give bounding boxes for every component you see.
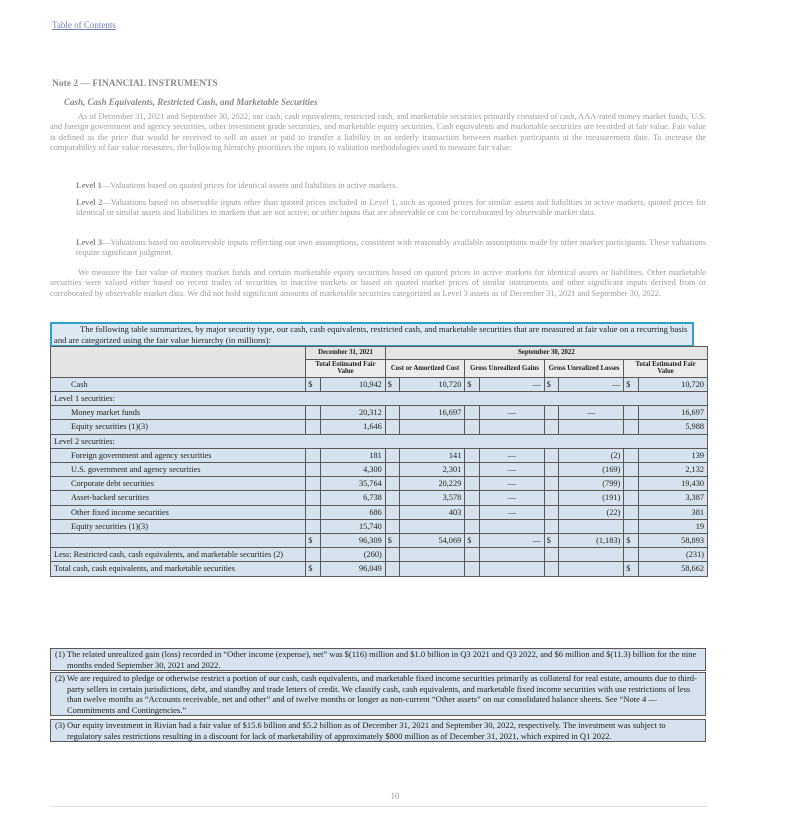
table-of-contents-link[interactable]: Table of Contents xyxy=(52,20,116,30)
col-header-dec-total: Total Estimated Fair Value xyxy=(306,360,386,378)
table-row-equity-1 xyxy=(51,420,708,434)
cell-dec: 1,646 xyxy=(320,420,385,434)
dollar-sign: $ xyxy=(544,534,559,548)
cell-sep: 3,387 xyxy=(638,491,707,505)
cell-dec: 96,049 xyxy=(320,562,385,576)
table-row-foreign-gov xyxy=(51,448,708,462)
table-row-level1-header xyxy=(51,392,708,406)
cell-sep: 139 xyxy=(638,448,707,462)
row-label: Equity securities (1)(3) xyxy=(51,519,306,533)
level1-label: Level 1 xyxy=(76,181,102,190)
measurement-paragraph: We measure the fair value of money market funds and certain marketable equity securities based on quoted prices in active markets for identical assets or liabilities. Other marketable securities were valued either based on recent trades of securities in inactive markets or based on quoted market prices of similar instruments and other significant inputs derived from or corroborated by observable market data. We did not hold significant amounts of marketable securities categorized as Level 3 assets as of December 31, 2021 and September 30, 2022. xyxy=(50,268,706,298)
row-label: Corporate debt securities xyxy=(51,477,306,491)
table-row-cash xyxy=(51,377,708,391)
row-label: Level 1 securities: xyxy=(51,392,708,406)
cell-sep: 58,662 xyxy=(638,562,707,576)
row-label: Equity securities (1)(3) xyxy=(51,420,306,434)
cell-gains: — xyxy=(479,463,544,477)
footnote-1: (1) The related unrealized gain (loss) recorded in “Other income (expense), net” was $(116) million and $1.0 billion in Q3 2021 and Q3 2022, and $6 million and $(11.3) billion for the nine months ended September 30, 2021 and 2022. xyxy=(50,648,706,671)
cell-sep: 381 xyxy=(638,505,707,519)
cell-dec: 20,312 xyxy=(320,406,385,420)
level3-label: Level 3 xyxy=(76,238,103,247)
footnote-3: (3) Our equity investment in Rivian had a fair value of $15.6 billion and $5.2 billion as of December 31, 2021 and September 30, 2022, respectively. The investment was subject to regulatory sales restrictions resulting in a discount for lack of marketability of approximately $800 million as of December 31, 2021, which expired in Q1 2022. xyxy=(50,719,706,742)
dollar-sign: $ xyxy=(306,562,321,576)
col-header-sep-total: Total Estimated Fair Value xyxy=(624,360,708,378)
row-label: Total cash, cash equivalents, and marketable securities xyxy=(51,562,306,576)
row-label: Cash xyxy=(51,377,306,391)
table-row-other-fixed xyxy=(51,505,708,519)
cell-dec: 96,309 xyxy=(320,534,385,548)
cell-cost: 403 xyxy=(400,505,465,519)
level3-text: —Valuations based on unobservable inputs reflecting our own assumptions, consistent with reasonably available assumptions made by other market participants. These valuations require significant judgment. xyxy=(76,238,706,258)
cell-sep: 2,132 xyxy=(638,463,707,477)
cell-cost: 3,578 xyxy=(400,491,465,505)
row-label: Level 2 securities: xyxy=(51,434,708,448)
dollar-sign: $ xyxy=(465,377,480,391)
cell-dec: 4,300 xyxy=(320,463,385,477)
cell-sep: 58,893 xyxy=(638,534,707,548)
dollar-sign: $ xyxy=(624,377,639,391)
level2-label: Level 2 xyxy=(76,198,103,207)
level2-text: —Valuations based on observable inputs other than quoted prices included in Level 1, such as quoted prices for similar assets and liabilities in active markets, quoted prices for identical or similar assets and liabilities in markets that are not active, or other inputs that are observable or can be corroborated by observable market data. xyxy=(76,198,706,218)
cell-sep: 19 xyxy=(638,519,707,533)
col-header-cost: Cost or Amortized Cost xyxy=(385,360,465,378)
row-label: U.S. government and agency securities xyxy=(51,463,306,477)
row-label: Money market funds xyxy=(51,406,306,420)
section-title: Cash, Cash Equivalents, Restricted Cash, and Marketable Securities xyxy=(64,97,318,107)
cell-gains: — xyxy=(479,491,544,505)
cell-losses: — xyxy=(559,377,624,391)
cell-sep: (231) xyxy=(638,548,707,562)
table-row-subtotal xyxy=(51,534,708,548)
cell-cost: 54,069 xyxy=(400,534,465,548)
cell-losses: (191) xyxy=(559,491,624,505)
cell-sep: 10,720 xyxy=(638,377,707,391)
cell-gains: — xyxy=(479,406,544,420)
cell-cost: 20,229 xyxy=(400,477,465,491)
page-number: 10 xyxy=(390,791,400,801)
cell-dec: 686 xyxy=(320,505,385,519)
row-label: Other fixed income securities xyxy=(51,505,306,519)
table-row-us-gov xyxy=(51,463,708,477)
col-header-losses: Gross Unrealized Losses xyxy=(544,360,624,378)
cell-dec: 10,942 xyxy=(320,377,385,391)
cell-gains: — xyxy=(479,505,544,519)
table-row-level2-header xyxy=(51,434,708,448)
cell-cost: 2,301 xyxy=(400,463,465,477)
cell-gains: — xyxy=(479,448,544,462)
cell-gains: — xyxy=(479,534,544,548)
group-header-dec-2021: December 31, 2021 xyxy=(306,347,386,360)
row-label: Asset-backed securities xyxy=(51,491,306,505)
cell-dec: 6,738 xyxy=(320,491,385,505)
table-row-less-restricted xyxy=(51,548,708,562)
cell-losses: — xyxy=(559,406,624,420)
cell-losses: (22) xyxy=(559,505,624,519)
cell-dec: (260) xyxy=(320,548,385,562)
table-row-equity-2 xyxy=(51,519,708,533)
cell-cost: 10,720 xyxy=(400,377,465,391)
level1-text: —Valuations based on quoted prices for identical assets and liabilities in active markets. xyxy=(101,181,398,190)
dollar-sign: $ xyxy=(306,534,321,548)
cell-losses: (169) xyxy=(559,463,624,477)
dollar-sign: $ xyxy=(465,534,480,548)
page-divider xyxy=(50,806,708,807)
intro-paragraph: As of December 31, 2021 and September 30, 2022, our cash, cash equivalents, restricted cash, and marketable securities primarily consisted of cash, AAA-rated money market funds, U.S. and foreign government and agency securities, other investment grade securities, and marketable equity securities. Cash equivalents and marketable securities are recorded at fair value. Fair value is defined as the price that would be received to sell an asset or paid to transfer a liability in an orderly transaction between market participants at the measurement date. To increase the comparability of fair value measures, the following hierarchy prioritizes the inputs to valuation methodologies used to measure fair value: xyxy=(50,112,706,153)
cell-sep: 5,988 xyxy=(638,420,707,434)
cell-gains: — xyxy=(479,377,544,391)
level3-definition xyxy=(76,238,706,259)
cell-dec: 35,764 xyxy=(320,477,385,491)
cell-cost: 141 xyxy=(400,448,465,462)
cell-sep: 16,697 xyxy=(638,406,707,420)
table-row-asset-backed xyxy=(51,491,708,505)
dollar-sign: $ xyxy=(385,377,400,391)
dollar-sign: $ xyxy=(624,562,639,576)
row-label xyxy=(51,534,306,548)
dollar-sign: $ xyxy=(385,534,400,548)
col-header-gains: Gross Unrealized Gains xyxy=(465,360,545,378)
fair-value-table xyxy=(50,346,708,577)
header-corner xyxy=(51,347,306,378)
row-label: Less: Restricted cash, cash equivalents, and marketable securities (2) xyxy=(51,548,306,562)
dollar-sign: $ xyxy=(624,534,639,548)
cell-losses: (799) xyxy=(559,477,624,491)
table-row-money-market xyxy=(51,406,708,420)
table-intro-highlighted[interactable]: The following table summarizes, by major security type, our cash, cash equivalents, restricted cash, and marketable securities that are measured at fair value on a recurring basis and are categorized using the fair value hierarchy (in millions): xyxy=(50,322,694,347)
table-row-corporate-debt xyxy=(51,477,708,491)
table-row-total xyxy=(51,562,708,576)
dollar-sign: $ xyxy=(544,377,559,391)
level1-definition xyxy=(76,181,706,191)
footnote-2: (2) We are required to pledge or otherwise restrict a portion of our cash, cash equivalents, and marketable fixed income securities primarily as collateral for real estate, amounts due to third-party sellers in certain jurisdictions, debt, and standby and trade letters of credit. We classify cash, cash equivalents, and marketable fixed income securities with use restrictions of less than twelve months as “Accounts receivable, net and other” and of twelve months or longer as non-current “Other assets” on our consolidated balance sheets. See “Note 4 — Commitments and Contingencies.” xyxy=(50,672,706,716)
cell-losses: (1,183) xyxy=(559,534,624,548)
row-label: Foreign government and agency securities xyxy=(51,448,306,462)
group-header-sep-2022: September 30, 2022 xyxy=(385,347,707,360)
cell-dec: 181 xyxy=(320,448,385,462)
cell-cost: 16,697 xyxy=(400,406,465,420)
cell-dec: 15,740 xyxy=(320,519,385,533)
note-title: Note 2 — FINANCIAL INSTRUMENTS xyxy=(52,79,218,89)
cell-gains: — xyxy=(479,477,544,491)
dollar-sign: $ xyxy=(306,377,321,391)
level2-definition xyxy=(76,198,706,219)
cell-losses: (2) xyxy=(559,448,624,462)
table-group-header-row xyxy=(51,347,708,360)
cell-sep: 19,430 xyxy=(638,477,707,491)
